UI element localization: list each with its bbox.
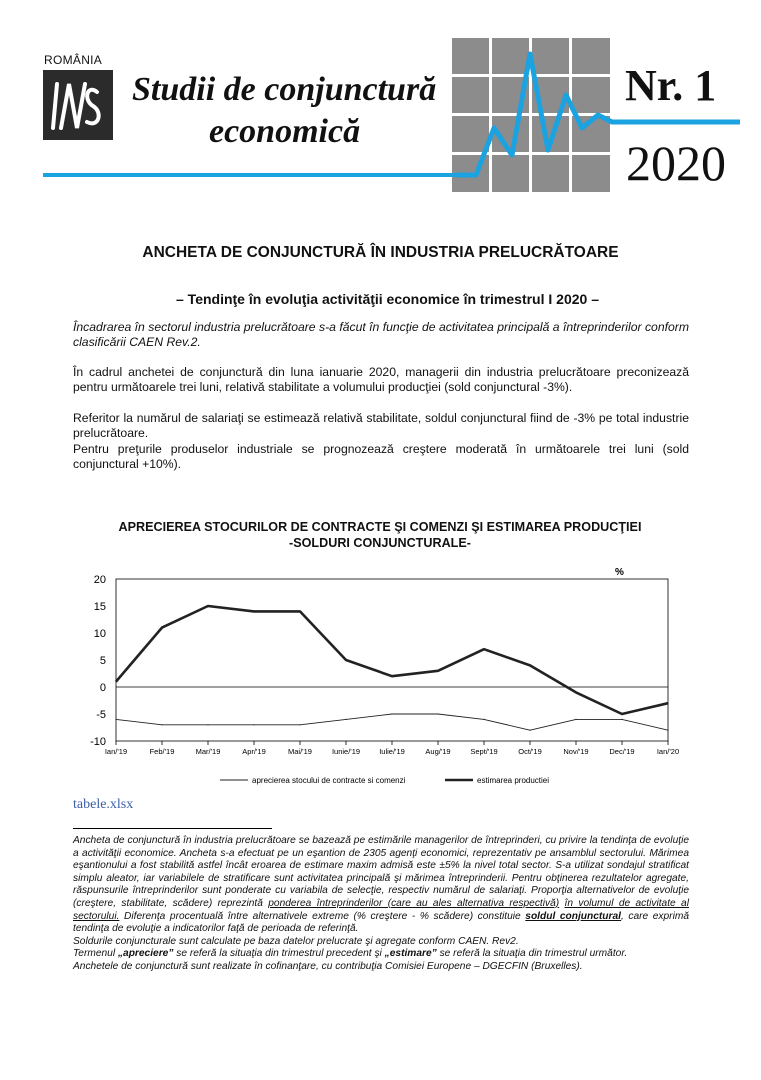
footnote-bold-term: „estimare” (384, 948, 437, 960)
data-point-1 (161, 724, 162, 725)
y-tick-label: 15 (93, 601, 106, 613)
article-subtitle: – Tendinţe în evoluţia activităţii economice în trimestrul I 2020 – (176, 291, 599, 307)
data-point-2 (299, 611, 300, 612)
data-point-2 (345, 659, 346, 660)
data-point-2 (115, 681, 116, 682)
data-point-1 (345, 719, 346, 720)
chart-title-line2: -SOLDURI CONJUNCTURALE- (289, 536, 471, 550)
x-tick-label: Iulie/'19 (379, 747, 405, 756)
data-point-2 (529, 665, 530, 666)
legend-label-2: estimarea productiei (477, 776, 550, 785)
issue-number: Nr. 1 (625, 61, 717, 110)
x-tick-label: Ian/'19 (104, 747, 128, 756)
grid-graphic (452, 38, 610, 192)
series-line-2 (116, 606, 668, 714)
data-point-2 (391, 676, 392, 677)
series-line-1 (116, 714, 668, 730)
data-point-1 (299, 724, 300, 725)
footnote-terms (73, 948, 689, 961)
unit-label: % (615, 567, 624, 578)
footnote-text: se referă la situaţia din trimestrul următor. (436, 948, 628, 960)
data-point-2 (483, 649, 484, 650)
footnote-text: se referă la situaţia din trimestrul precedent şi (173, 948, 385, 960)
data-point-1 (575, 719, 576, 720)
plot-frame (116, 579, 668, 741)
data-point-2 (207, 605, 208, 606)
data-point-2 (575, 692, 576, 693)
x-tick-label: Feb/'19 (149, 747, 175, 756)
footnote-methodology (73, 835, 689, 936)
footnote-text: , care exprimă tendinţa de evoluţie a indicatorilor faţă de perioada de referinţă. (73, 910, 689, 935)
y-tick-label: 20 (93, 574, 106, 586)
x-tick-label: Sept/'19 (470, 747, 498, 756)
x-tick-label: Mai/'19 (288, 747, 312, 756)
footnote-text: Termenul (73, 948, 118, 960)
footnotes (73, 835, 689, 974)
data-point-1 (391, 713, 392, 714)
issue-year: 2020 (626, 135, 726, 191)
footnote-underline: ponderea întreprinderilor (care au ales alternativa respectivă) (268, 897, 560, 909)
y-tick-label: 5 (99, 655, 106, 667)
publication-title-line1: Studii de conjunctură (132, 71, 437, 108)
y-tick-label: 0 (99, 682, 106, 694)
header-rule (43, 173, 458, 177)
publication-title-line2: economică (209, 113, 361, 150)
x-tick-label: Nov/'19 (563, 747, 589, 756)
footnote-bold-term: soldul conjunctural (525, 910, 621, 922)
paragraph-prices: Pentru preţurile produselor industriale se prognozează creştere moderată în următoarele trei luni (sold conjunctural +10%). (73, 442, 689, 471)
footnote-bold-term: „apreciere” (117, 948, 174, 960)
data-point-2 (437, 670, 438, 671)
footnote-underline: în volumul de activitate al sectorului. (73, 897, 689, 922)
y-tick-label: 10 (93, 628, 106, 640)
data-point-1 (115, 719, 116, 720)
footnote-rule (73, 828, 272, 829)
y-tick-label: -10 (90, 736, 106, 748)
data-point-2 (253, 611, 254, 612)
data-point-2 (621, 713, 622, 714)
ins-logo-icon (43, 70, 113, 140)
paragraph-employees: Referitor la numărul de salariaţi se estimează relativă stabilitate, soldul conjunctural fiind de -3% pe total industrie prelucrătoare. (73, 411, 689, 440)
data-point-2 (667, 703, 668, 704)
line-chart (70, 563, 690, 803)
data-point-1 (529, 730, 530, 731)
data-point-1 (207, 724, 208, 725)
x-tick-label: Ian/'20 (656, 747, 680, 756)
data-point-1 (437, 713, 438, 714)
data-point-1 (667, 730, 668, 731)
footnote-caen: Soldurile conjuncturale sunt calculate pe baza datelor prelucrate şi agregate conform CAEN. Rev2. (73, 935, 519, 947)
x-tick-label: Apr/'19 (242, 747, 266, 756)
country-label: ROMÂNIA (44, 53, 103, 67)
chart-title (60, 519, 700, 551)
legend-label-1: aprecierea stocului de contracte si comenzi (252, 776, 406, 785)
footnote-cofinancing: Anchetele de conjunctură sunt realizate în cofinanţare, cu contribuţia Comisiei Europene – DGECFIN (Bruxelles). (73, 960, 583, 972)
data-point-2 (161, 627, 162, 628)
y-tick-label: -5 (96, 709, 106, 721)
data-point-1 (253, 724, 254, 725)
x-tick-label: Dec/'19 (609, 747, 635, 756)
x-tick-label: Aug/'19 (425, 747, 451, 756)
article-title: ANCHETA DE CONJUNCTURĂ ÎN INDUSTRIA PRELUCRĂTOARE (142, 244, 619, 261)
x-tick-label: Mar/'19 (195, 747, 221, 756)
tabele-xlsx-link[interactable]: tabele.xlsx (73, 797, 134, 812)
masthead (0, 0, 761, 200)
paragraph-production: În cadrul anchetei de conjunctură din luna ianuarie 2020, managerii din industria prelucrătoare preconizează pentru următoarele trei luni, relativă stabilitate a volumului producţiei (sold conjunctural -3%). (73, 365, 689, 394)
x-tick-label: Oct/'19 (518, 747, 542, 756)
data-point-1 (483, 719, 484, 720)
footnote-text: Ancheta de conjunctură în industria prelucrătoare se bazează pe estimările managerilor de întreprinderi, cu privire la tendinţa de evoluţie a activităţii economice. Ancheta s-a efectuat pe un eşantion de 2305 agenţi economici, reprezentativ pe ansamblul sectorului. Mărimea eşantionului a fost stabilită astfel încât eroarea de estimare maxim admisă este ±5% la nivel total sector. S-a utilizat sondajul stratificat simplu aleator, iar variabilele de stratificare sunt activitatea principală şi mărimea întreprinderii. Pentru obţinerea rezultatelor agregate, răspunsurile întreprinderilor sunt ponderate cu variabila de selecţie, respectiv numărul de salariaţi. Proporţia alternativelor de evoluţie (creştere, stabilitate, scădere) reprezintă (73, 835, 689, 909)
data-point-1 (621, 719, 622, 720)
chart-title-line1: APRECIEREA STOCURILOR DE CONTRACTE ŞI COMENZI ŞI ESTIMAREA PRODUCŢIEI (118, 520, 642, 534)
x-tick-label: Iunie/'19 (331, 747, 361, 756)
intro-note: Încadrarea în sectorul industria prelucrătoare s-a făcut în funcţie de activitatea principală a întreprinderilor conform clasificării CAEN Rev.2. (73, 320, 689, 349)
footnote-text: Diferenţa procentuală între alternativele extreme (% creştere - % scădere) constituie (119, 910, 526, 922)
